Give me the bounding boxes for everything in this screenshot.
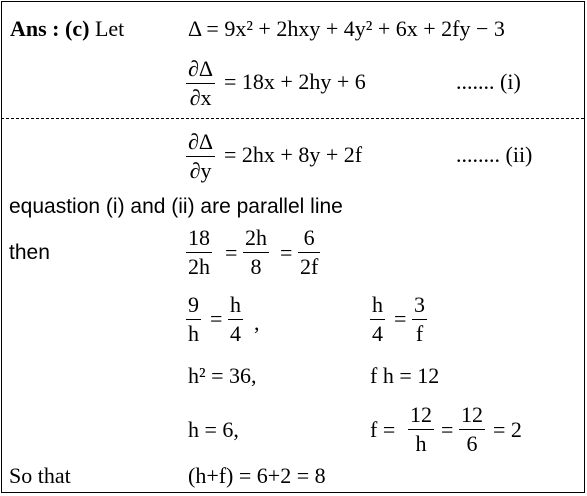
fraction-bar bbox=[412, 319, 427, 320]
ratio-3-num: 6 bbox=[303, 225, 315, 250]
ratio-2-num: 2h bbox=[245, 225, 267, 250]
fraction-bar bbox=[186, 156, 215, 157]
left-ratio-2-num: h bbox=[230, 292, 241, 317]
right-ratio-fraction-1 bbox=[370, 292, 385, 347]
f-frac-2-num: 12 bbox=[461, 402, 483, 427]
dashed-separator bbox=[1, 118, 584, 119]
ratio-fraction-2 bbox=[243, 225, 269, 280]
equation-tag-i: ....... (i) bbox=[456, 69, 521, 94]
so-that-label: So that bbox=[9, 463, 71, 488]
fraction-bar bbox=[370, 319, 385, 320]
h-squared-equation: h² = 36, bbox=[188, 363, 257, 388]
then-word: then bbox=[9, 241, 50, 264]
right-ratio-1-num: h bbox=[372, 292, 383, 317]
parallel-statement: equastion (i) and (ii) are parallel line bbox=[9, 195, 343, 218]
f-frac-1-num: 12 bbox=[410, 402, 432, 427]
fraction-bar bbox=[186, 83, 215, 84]
right-ratio-1-den: 4 bbox=[372, 321, 383, 346]
h-value: h = 6, bbox=[188, 417, 239, 442]
ratio-1-den: 2h bbox=[188, 254, 210, 279]
equals-sign: = bbox=[280, 240, 293, 265]
delta-equation: Δ = 9x² + 2hxy + 4y² + 6x + 2fy − 3 bbox=[188, 16, 505, 41]
f-frac-1-den: h bbox=[415, 431, 427, 456]
right-ratio-2-den: f bbox=[415, 321, 424, 346]
fraction-bar bbox=[186, 319, 201, 320]
left-ratio-2-den: 4 bbox=[230, 321, 241, 346]
answer-label bbox=[10, 16, 124, 42]
partial-x-den: ∂x bbox=[189, 85, 212, 110]
f-fraction-1 bbox=[408, 402, 434, 457]
ratio-2-den: 8 bbox=[250, 254, 262, 279]
equals-sign: = bbox=[210, 306, 223, 331]
left-ratio-1-num: 9 bbox=[188, 292, 199, 317]
fraction-bar bbox=[459, 429, 485, 430]
partial-x-rhs: = 18x + 2hy + 6 bbox=[224, 69, 366, 94]
ratio-1-num: 18 bbox=[188, 225, 210, 250]
comma: , bbox=[254, 310, 260, 335]
fraction-bar bbox=[408, 429, 434, 430]
fraction-bar bbox=[243, 252, 269, 253]
f-result: = 2 bbox=[493, 417, 522, 442]
equals-sign: = bbox=[394, 306, 407, 331]
left-ratio-fraction-2 bbox=[228, 292, 243, 347]
final-result: (h+f) = 6+2 = 8 bbox=[188, 463, 326, 488]
partial-x-num: ∂Δ bbox=[188, 56, 214, 81]
partial-y-num: ∂Δ bbox=[188, 129, 214, 154]
equals-sign: = bbox=[441, 417, 454, 442]
right-ratio-fraction-2 bbox=[412, 292, 427, 347]
partial-y-fraction bbox=[186, 129, 215, 184]
partial-y-den: ∂y bbox=[189, 158, 212, 183]
partial-x-fraction bbox=[186, 56, 215, 111]
fraction-bar bbox=[228, 319, 243, 320]
ratio-3-den: 2f bbox=[300, 254, 319, 279]
fraction-bar bbox=[298, 252, 320, 253]
f-fraction-2 bbox=[459, 402, 485, 457]
right-ratio-2-num: 3 bbox=[414, 292, 425, 317]
partial-y-rhs: = 2hx + 8y + 2f bbox=[224, 142, 363, 167]
left-ratio-fraction-1 bbox=[186, 292, 201, 347]
ratio-fraction-1 bbox=[186, 225, 212, 280]
fraction-bar bbox=[186, 252, 212, 253]
ratio-fraction-3 bbox=[298, 225, 320, 280]
fh-equation: f h = 12 bbox=[370, 363, 440, 388]
equation-tag-ii: ........ (ii) bbox=[456, 142, 533, 167]
ans-label: Ans : (c) bbox=[10, 16, 90, 41]
equals-sign: = bbox=[225, 240, 238, 265]
f-lhs: f = bbox=[370, 417, 396, 442]
f-frac-2-den: 6 bbox=[466, 431, 478, 456]
let-word: Let bbox=[94, 16, 125, 41]
left-ratio-1-den: h bbox=[188, 321, 199, 346]
